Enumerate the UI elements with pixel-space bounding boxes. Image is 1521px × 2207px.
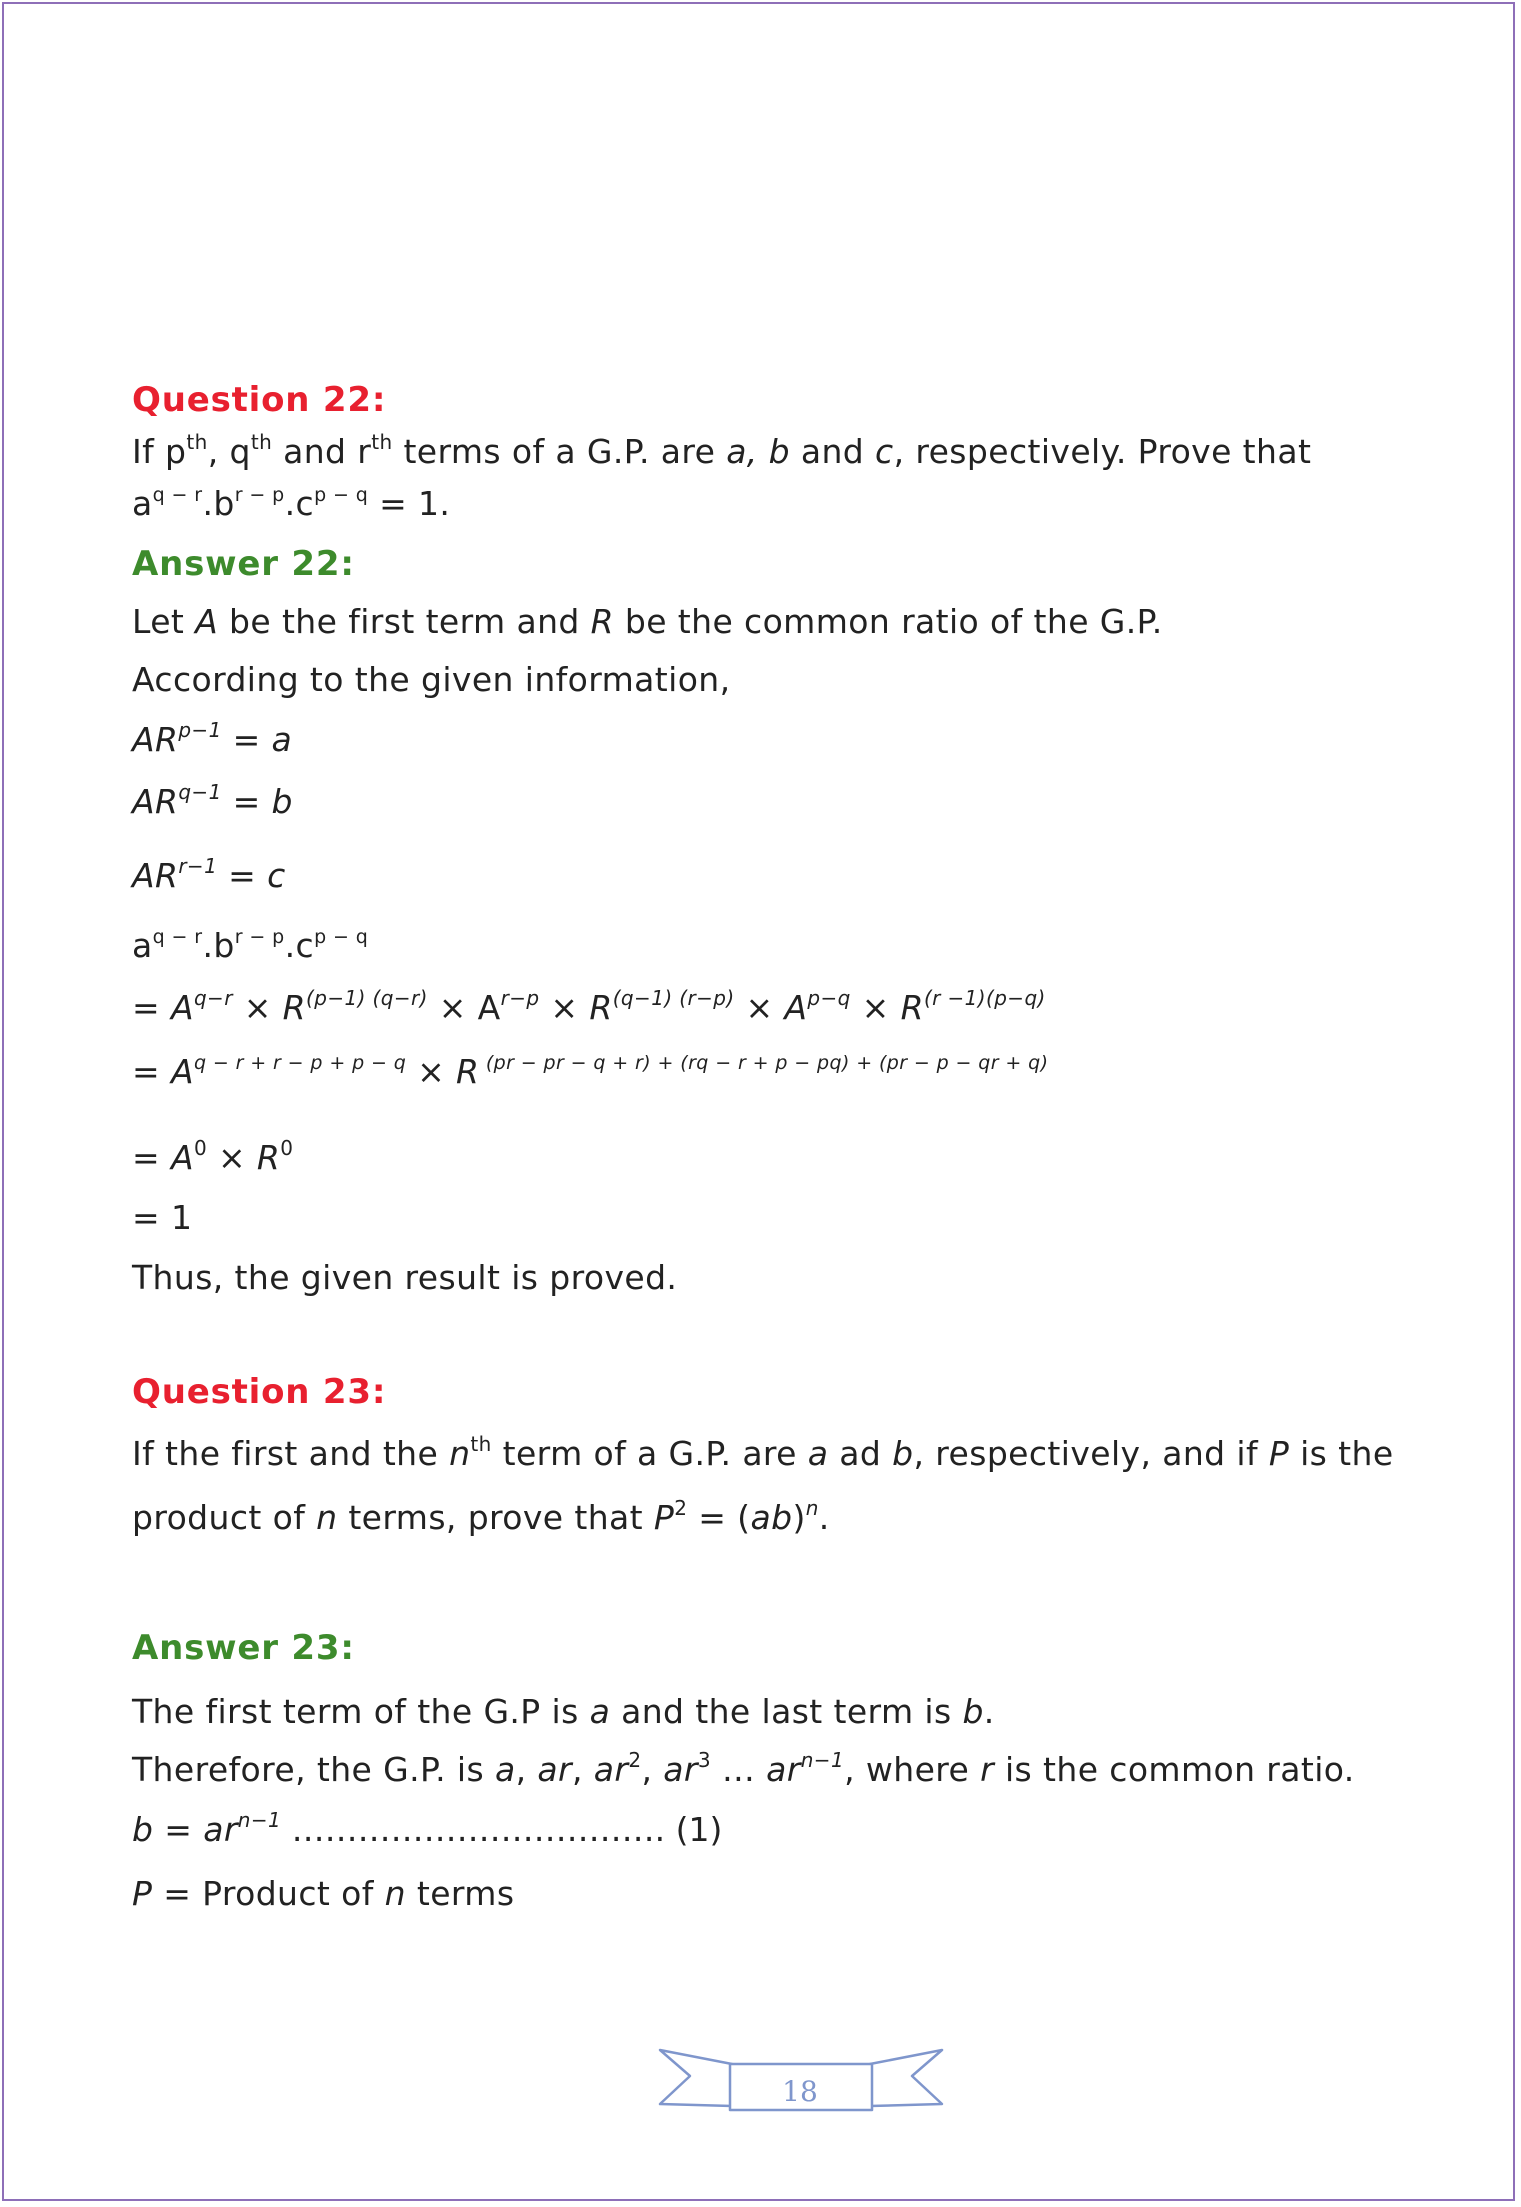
answer-23-product-line: P = Product of n terms — [132, 1874, 515, 1913]
question-22-heading: Question 22: — [132, 380, 387, 420]
answer-22-heading: Answer 22: — [132, 544, 355, 584]
question-23-text-line2: product of n terms, prove that $P^2 = (ab)^n$. — [132, 1496, 830, 1537]
equation-substitution: = $A^{q-r} \times R^{(p-1) (q-r)} \times A^{r-p} \times R^{(q-1) (r-p)} \times A^{p-q} \times R^{(r -1)(p-q)}$ — [132, 986, 1046, 1027]
answer-23-heading: Answer 23: — [132, 1628, 355, 1668]
answer-23-line-first-term: The first term of the G.P is a and the last term is b. — [132, 1692, 995, 1731]
page-border — [2, 2, 1515, 2201]
answer-23-equation-1: $b = ar^{n-1}$ ……………………………. (1) — [132, 1808, 723, 1849]
answer-23-line-gp-terms: Therefore, the G.P. is a, ar, $ar^2$, $ar^3$ … $ar^{n-1}$, where r is the common ratio. — [132, 1748, 1355, 1789]
answer-22-line-given: According to the given information, — [132, 660, 731, 699]
question-23-heading: Question 23: — [132, 1372, 387, 1412]
question-22-text-line1: If $p^{th}$, $q^{th}$ and $r^{th}$ terms of a G.P. are a, b and c, respectively. Prove that — [132, 430, 1312, 471]
equation-ar-q: $AR^{q-1} = b$ — [132, 780, 293, 821]
page-number: 18 — [782, 2075, 818, 2108]
equation-ar-p: $AR^{p-1} = a$ — [132, 718, 293, 759]
answer-22-line-let: Let A be the first term and R be the common ratio of the G.P. — [132, 602, 1163, 641]
question-22-text-line2: $a^{q - r}.b^{r - p}.c^{p - q} = 1$. — [132, 484, 451, 523]
equation-combined-exponents: = $A^{q - r + r - p + p - q} \times R$ $^{(pr - pr - q + r) + (rq - r + p - pq) + (pr - p - qr + q)}$ — [132, 1052, 1049, 1091]
question-23-text-line1: If the first and the $n^{th}$ term of a G.P. are a ad b, respectively, and if P is the — [132, 1432, 1394, 1473]
equation-result: = 1 — [132, 1198, 193, 1237]
equation-zero-exponents: = $A^0 \times R^0$ — [132, 1136, 294, 1177]
answer-22-conclusion: Thus, the given result is proved. — [132, 1258, 678, 1297]
equation-ar-r: $AR^{r-1} = c$ — [132, 854, 286, 895]
equation-expression: $a^{q - r}.b^{r - p}.c^{p - q}$ — [132, 926, 369, 965]
